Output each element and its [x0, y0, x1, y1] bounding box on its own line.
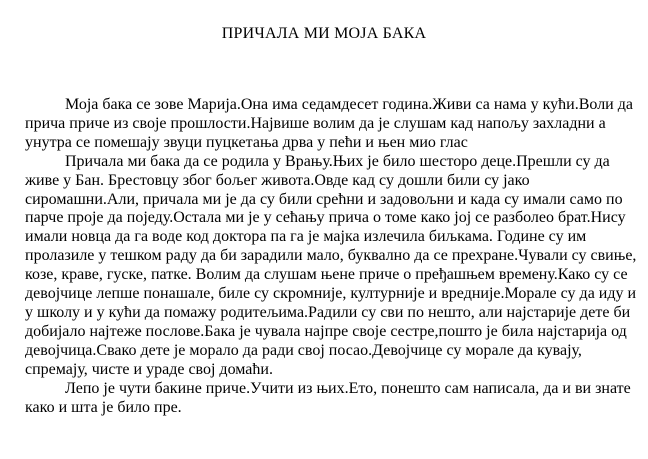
document-title: ПРИЧАЛА МИ МОЈА БАКА [221, 25, 427, 42]
paragraph: Моја бака се зове Марија.Она има седамдесет година.Живи са нама у кући.Воли да прича приче из своје прошлости.Највише волим да је слушам кад напољу захладни а унутра се помешају звуци пуцкетања дрва у пећи и њен мио глас [25, 96, 633, 151]
paragraph: Причала ми бака да се родила у Врању.Њих је било шесторо деце.Прешли су да живе у Бан. Брестовцу због бољег живота.Овде кад су дошли били су јако сиромашни.Али, причала ми је да су били срећни и задовољни и када су имали само по парче проје да поједу.Остала ми је у сећању прича о томе како јој се разболео брат.Нису имали новца да га воде код доктора па га је мајка излечила биљкама. Године су им пролазиле у тешком раду да би зарадили мало, буквално да се прехране.Чували су свиње, козе, краве, гуске, патке. Волим да слушам њене приче о пређашњем времену.Како су се девојчице лепше понашале, биле су скромније, културније и вредније.Морале су да иду и у школу и у кући да помажу родитељима.Радили су сви по нешто, али најстарије дете би добијало најтеже послове.Бака је чувала најпре своје сестре,пошто је била најстарија од девојчица.Свако дете је морало да ради свој посао.Девојчице су морале да кувају, спремају, чисте и ураде свој домаћи. [25, 152, 637, 378]
paragraph: Лепо је чути бакине приче.Учити из њих.Ето, понешто сам написала, да и ви знате како и шта је било пре. [25, 379, 631, 416]
document-body [25, 96, 642, 417]
